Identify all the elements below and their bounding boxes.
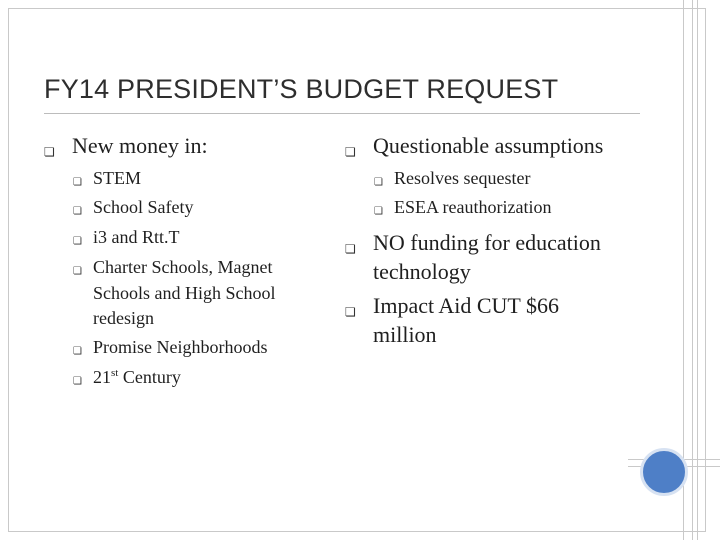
bullet-icon: ❏ xyxy=(374,206,383,217)
decorative-circle xyxy=(640,448,688,496)
bullet-impact-aid xyxy=(345,291,635,351)
bullet-text: technology xyxy=(373,259,471,284)
bullet-text: Questionable assumptions xyxy=(373,133,604,158)
title-divider xyxy=(44,113,640,114)
bullet-text: i3 and Rtt.T xyxy=(93,227,180,247)
sub-bullet-21st xyxy=(73,366,323,390)
bullet-text: STEM xyxy=(93,168,142,188)
bullet-text: Charter Schools, Magnet xyxy=(93,257,273,277)
sub-bullet-charter xyxy=(73,256,323,326)
sub-bullet-promise xyxy=(73,336,323,360)
bullet-icon: ❏ xyxy=(73,346,82,357)
sub-bullet-esea xyxy=(374,196,634,220)
bullet-icon: ❏ xyxy=(44,145,55,159)
sub-bullet-sequester xyxy=(374,167,634,191)
century-word: Century xyxy=(122,367,181,387)
bullet-icon: ❏ xyxy=(374,177,383,188)
bullet-icon: ❏ xyxy=(73,236,82,247)
bullet-new-money xyxy=(44,131,304,161)
bullet-icon: ❏ xyxy=(345,305,356,319)
sub-bullet-stem xyxy=(73,167,323,191)
bullet-icon: ❏ xyxy=(73,376,82,387)
bullet-icon: ❏ xyxy=(73,206,82,217)
bullet-text: New money in: xyxy=(72,133,208,158)
sub-bullet-school-safety xyxy=(73,196,323,220)
slide-title: FY14 PRESIDENT’S BUDGET REQUEST xyxy=(44,74,559,104)
bullet-text: NO funding for education xyxy=(373,230,601,255)
bullet-no-funding xyxy=(345,228,635,288)
bullet-text: School Safety xyxy=(93,197,194,217)
bullet-icon: ❏ xyxy=(73,266,82,277)
sub-bullet-i3 xyxy=(73,226,323,250)
bullet-text: ESEA reauthorization xyxy=(394,197,552,217)
bullet-icon: ❏ xyxy=(345,242,356,256)
bullet-text: redesign xyxy=(93,308,154,328)
ordinal-suffix: st xyxy=(111,367,119,379)
ordinal-number: 21 xyxy=(93,367,111,387)
bullet-icon: ❏ xyxy=(345,145,356,159)
bullet-text: Resolves sequester xyxy=(394,168,531,188)
bullet-text: Impact Aid CUT $66 xyxy=(373,293,559,318)
bullet-icon: ❏ xyxy=(73,177,82,188)
bullet-text: million xyxy=(373,322,437,347)
bullet-text xyxy=(93,366,181,388)
bullet-text: Promise Neighborhoods xyxy=(93,337,268,357)
bullet-questionable xyxy=(345,131,645,161)
bullet-text: Schools and High School xyxy=(93,283,276,303)
